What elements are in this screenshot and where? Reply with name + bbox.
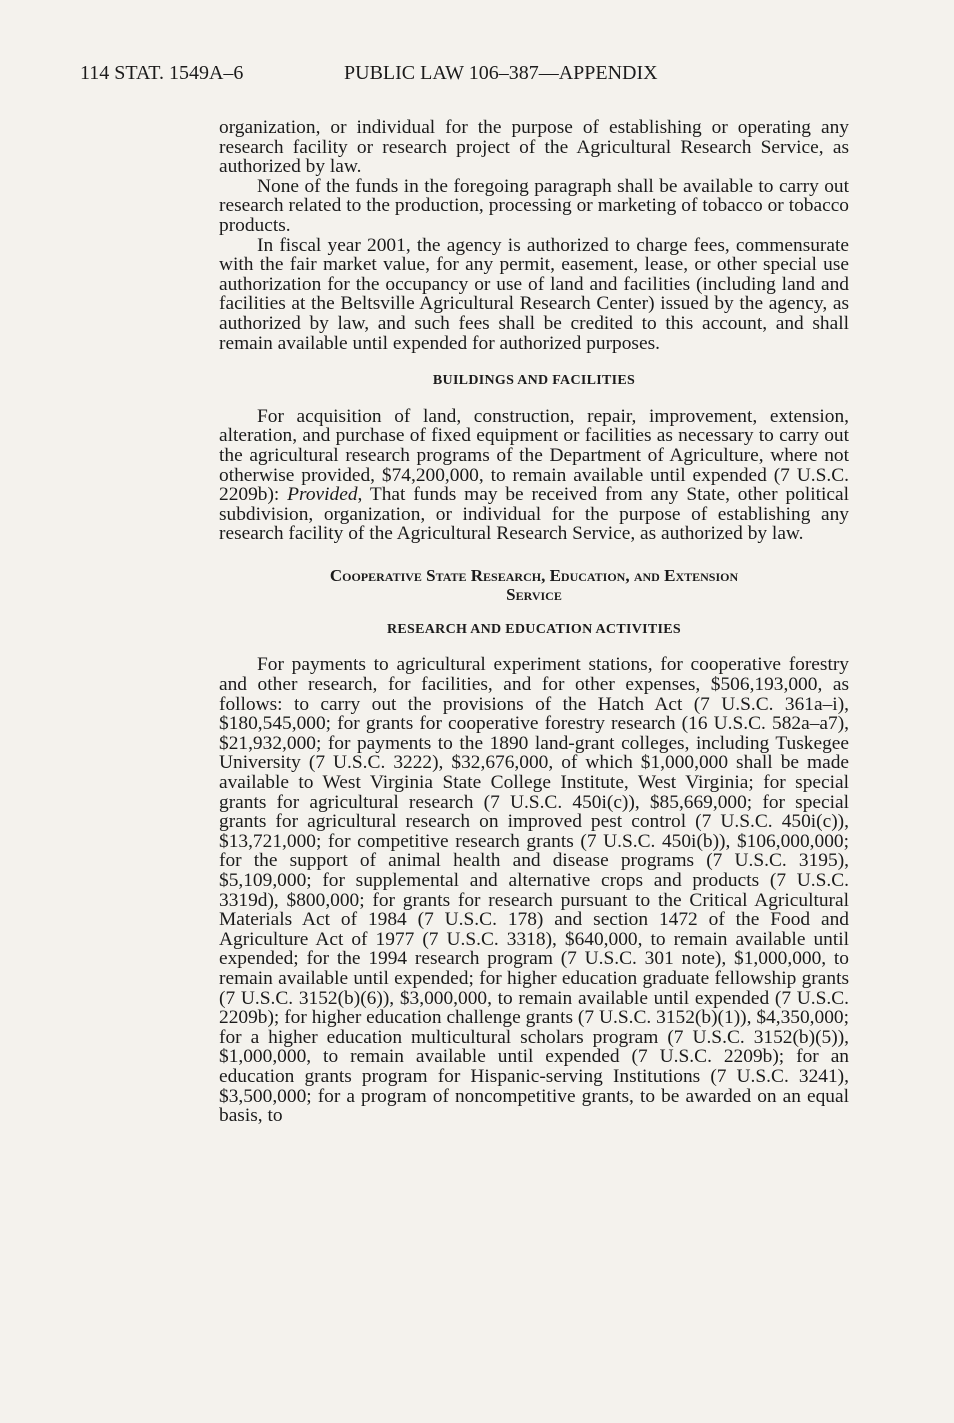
paragraph-buildings	[219, 407, 849, 544]
paragraph-continuation: organization, or individual for the purpose of establishing or operating any research facility or research project of the Agricultural Research Service, as authorized by law.	[219, 117, 849, 178]
paragraph-fees: In fiscal year 2001, the agency is authorized to charge fees, commensurate with the fair market value, for any permit, easement, lease, or other special use authorization for the occupancy or use of land and facilities (including land and facilities at the Beltsville Agricultural Research Center) issued by the agency, as authorized by law, and such fees shall be credited to this account, and shall remain available until expended for authorized purposes.	[219, 234, 849, 354]
public-law-title: PUBLIC LAW 106–387—APPENDIX	[344, 62, 658, 84]
heading-research-and-education: RESEARCH AND EDUCATION ACTIVITIES	[387, 621, 681, 637]
heading-agency	[219, 566, 849, 604]
buildings-text-b: , That funds may be received from any State, other political subdivision, organization, or individual for the purpose of establishing any research facility of the Agricultural Research Service, as authorized by law.	[219, 484, 849, 545]
body-text	[219, 118, 849, 1126]
agency-line-1: Cooperative State Research, Education, and Extension	[329, 565, 739, 585]
paragraph-research-payments: For payments to agricultural experiment stations, for cooperative forestry and other research, for facilities, and for other expenses, $506,193,000, as follows: to carry out the provisions of the Hatch Act (7 U.S.C. 361a–i), $180,545,000; for grants for cooperative forestry research (16 U.S.C. 582a–a7), $21,932,000; for payments to the 1890 land-grant colleges, including Tuskegee University (7 U.S.C. 3222), $32,676,000, of which $1,000,000 shall be made available to West Virginia State College Institute, West Virginia; for special grants for agricultural research (7 U.S.C. 450i(c)), $85,669,000; for special grants for agricultural research on improved pest control (7 U.S.C. 450i(c)), $13,721,000; for competitive research grants (7 U.S.C. 450i(b)), $106,000,000; for the support of animal health and disease programs (7 U.S.C. 3195), $5,109,000; for supplemental and alternative crops and products (7 U.S.C. 3319d), $800,000; for grants for research pursuant to the Critical Agricultural Materials Act of 1984 (7 U.S.C. 178) and section 1472 of the Food and Agriculture Act of 1977 (7 U.S.C. 3318), $640,000, to remain available until expended; for the 1994 research program (7 U.S.C. 301 note), $1,000,000, to remain available until expended; for higher education graduate fellowship grants (7 U.S.C. 3152(b)(6)), $3,000,000, to remain available until expended (7 U.S.C. 2209b); for higher education challenge grants (7 U.S.C. 3152(b)(1)), $4,350,000; for a higher education multicultural scholars program (7 U.S.C. 3152(b)(5)), $1,000,000, to remain available until expended (7 U.S.C. 2209b); for an education grants program for Hispanic-serving Institutions (7 U.S.C. 3241), $3,500,000; for a program of noncompetitive grants, to be awarded on an equal basis, to	[219, 654, 849, 1127]
agency-line-2: Service	[506, 584, 562, 604]
paragraph-tobacco-restriction: None of the funds in the foregoing paragraph shall be available to carry out research related to the production, processing or marketing of tobacco or tobacco products.	[219, 175, 849, 236]
provided-italic: Provided	[287, 484, 358, 506]
heading-buildings-and-facilities: BUILDINGS AND FACILITIES	[432, 373, 636, 389]
buildings-text-a: For acquisition of land, construction, repair, improvement, extension, alteration, and purchase of fixed equipment or facilities as necessary to carry out the agricultural research programs of the Department of Agriculture, where not otherwise provided, $74,200,000, to remain available until expended (7 U.S.C. 2209b):	[219, 405, 849, 506]
running-head	[80, 62, 658, 85]
statute-page-number: 114 STAT. 1549A–6	[80, 62, 244, 84]
